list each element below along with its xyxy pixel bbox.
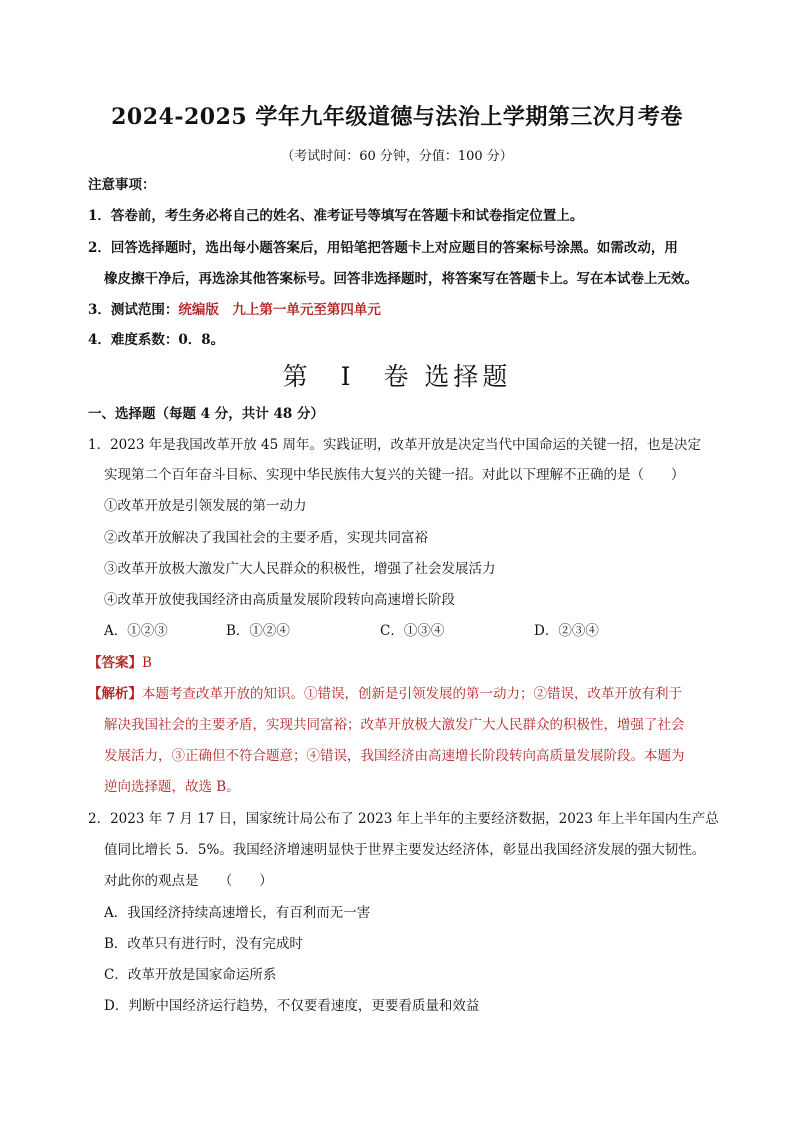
q2-stem-line-3: 对此你的观点是 （ ） — [104, 873, 273, 889]
answer-label: 【答案】 — [88, 655, 142, 671]
q1-option-a: A．①②③ — [104, 623, 168, 639]
q1-statement-4: ④改革开放使我国经济由高质量发展阶段转向高速增长阶段 — [104, 592, 455, 608]
q2-option-c: C．改革开放是国家命运所系 — [104, 967, 277, 983]
notes-item-3 — [88, 301, 381, 319]
q1-option-c: C．①③④ — [380, 623, 445, 639]
section-title: 第 I 卷 选择题 — [282, 362, 512, 391]
q1-answer — [88, 654, 152, 672]
notes-item-3-prefix: 3．测试范围： — [88, 302, 179, 318]
notes-heading: 注意事项： — [88, 177, 156, 193]
answer-value: B — [142, 655, 152, 671]
q1-statement-3: ③改革开放极大激发广大人民群众的积极性，增强了社会发展活力 — [104, 561, 496, 577]
q1-option-b: B．①②④ — [226, 623, 290, 639]
q1-analysis-line-1 — [88, 685, 682, 703]
notes-item-1: 1．答卷前，考生务必将自己的姓名、准考证号等填写在答题卡和试卷指定位置上。 — [88, 208, 584, 224]
q2-option-d: D．判断中国经济运行趋势，不仅要看速度，更要看质量和效益 — [104, 998, 480, 1014]
q1-analysis-line-4: 逆向选择题，故选 B。 — [104, 779, 240, 795]
q2-stem-line-2: 值同比增长 5．5%。我国经济增速明显快于世界主要发达经济体，彰显出我国经济发展的强大韧性。 — [104, 842, 706, 858]
q1-statement-2: ②改革开放解决了我国社会的主要矛盾，实现共同富裕 — [104, 530, 428, 546]
analysis-text-1: 本题考查改革开放的知识。①错误，创新是引领发展的第一动力；②错误，改革开放有利于 — [142, 686, 682, 702]
analysis-label: 【解析】 — [88, 686, 142, 702]
q2-stem-line-1: 2．2023 年 7 月 17 日，国家统计局公布了 2023 年上半年的主要经济数据，2023 年上半年国内生产总 — [88, 811, 719, 827]
notes-item-4: 4．难度系数：0．8。 — [88, 332, 225, 348]
q1-analysis-line-3: 发展活力，③正确但不符合题意；④错误，我国经济由高速增长阶段转向高质量发展阶段。本题为 — [104, 748, 685, 764]
q1-analysis-line-2: 解决我国社会的主要矛盾，实现共同富裕；改革开放极大激发广大人民群众的积极性，增强了社会 — [104, 717, 685, 733]
notes-item-2-line-2: 橡皮擦干净后，再选涂其他答案标号。回答非选择题时，将答案写在答题卡上。写在本试卷上无效。 — [104, 271, 698, 287]
q2-option-a: A．我国经济持续高速增长，有百利而无一害 — [104, 905, 371, 921]
q1-stem-line-1: 1．2023 年是我国改革开放 45 周年。实践证明，改革开放是决定当代中国命运的关键一招，也是决定 — [88, 437, 701, 453]
part-heading: 一、选择题（每题 4 分，共计 48 分） — [88, 406, 324, 422]
test-scope: 统编版 九上第一单元至第四单元 — [178, 302, 381, 318]
exam-subtitle: （考试时间：60 分钟，分值：100 分） — [281, 149, 513, 164]
q2-option-b: B．改革只有进行时，没有完成时 — [104, 936, 303, 952]
notes-item-2-line-1: 2．回答选择题时，选出每小题答案后，用铅笔把答题卡上对应题目的答案标号涂黑。如需改动，用 — [88, 240, 678, 256]
q1-stem-line-2: 实现第二个百年奋斗目标、实现中华民族伟大复兴的关键一招。对此以下理解不正确的是（ ） — [104, 467, 685, 483]
q1-statement-1: ①改革开放是引领发展的第一动力 — [104, 498, 307, 514]
exam-title: 2024-2025 学年九年级道德与法治上学期第三次月考卷 — [111, 104, 683, 130]
q1-option-d: D．②③④ — [534, 623, 599, 639]
